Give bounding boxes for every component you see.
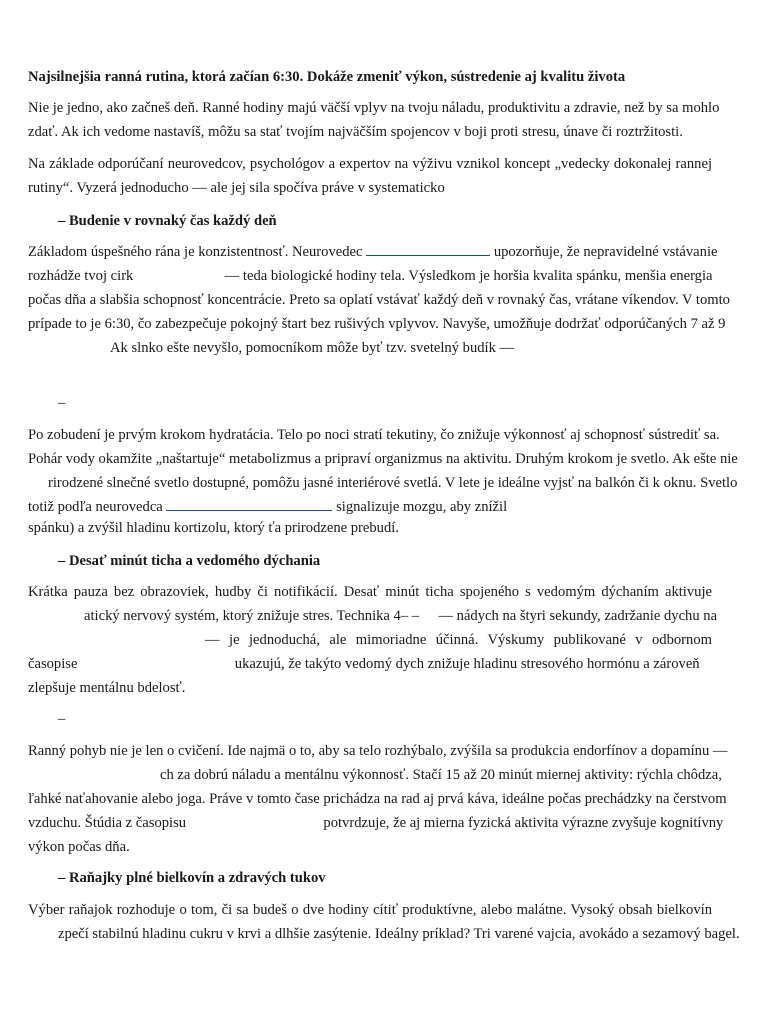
paragraph-line: zdať. Ak ich vedome nastavíš, môžu sa stať tvojím najväčším spojencov v boji proti stresu, únave či roztržitosti. [28, 124, 683, 140]
paragraph-line: Krátka pauza bez obrazoviek, hudby či notifikácií. Desať minút ticha spojeného s vedomým dýchaním aktivuje [28, 584, 712, 600]
paragraph-line [28, 655, 712, 673]
paragraph-line: ľahké naťahovanie alebo joga. Práve v tomto čase prichádza na rad aj prvá káva, ideálne počas prechádzky na čerstvom [28, 791, 727, 807]
paragraph-line [84, 607, 718, 625]
section-heading: – Budenie v rovnaký čas každý deň [58, 213, 277, 229]
paragraph-line: Ranný pohyb nie je len o cvičení. Ide najmä o to, aby sa telo rozhýbalo, zvýšila sa produkcia endorfínov a dopamínu — [28, 743, 728, 759]
paragraph-line: Nie je jedno, ako začneš deň. Ranné hodiny majú väčší vplyv na tvoju náladu, produktivitu a zdravie, než by sa mohlo [28, 100, 720, 116]
text-fragment: atický nervový systém, ktorý znižuje stres. Technika 4– – [84, 608, 420, 624]
text-fragment: vzduchu. Štúdia z časopisu [28, 815, 187, 831]
text-fragment: rozhádže tvoj cirk [28, 268, 134, 284]
paragraph-line: výkon počas dňa. [28, 839, 130, 855]
paragraph-line: zlepšuje mentálnu bdelosť. [28, 680, 186, 696]
redacted-blank [366, 243, 490, 256]
dash-marker: – [58, 395, 66, 411]
paragraph-line: počas dňa a slabšia schopnosť koncentrácie. Preto sa oplatí vstávať každý deň v rovnaký čas, vrátane víkendov. V tomto [28, 292, 730, 308]
text-fragment: — teda biologické hodiny tela. Výsledkom je horšia kvalita spánku, menšia energia [224, 268, 713, 284]
paragraph-line [28, 243, 718, 261]
paragraph-line: Po zobudení je prvým krokom hydratácia. Telo po noci stratí tekutiny, čo znižuje výkonnosť aj schopnosť sústrediť sa. [28, 427, 720, 443]
text-fragment: — nádych na štyri sekundy, zadržanie dychu na [438, 608, 718, 624]
paragraph-line: Výber raňajok rozhoduje o tom, či sa budeš o dve hodiny cítiť produktívne, alebo malátne. Vysoký obsah bielkovín [28, 902, 712, 918]
text-fragment: ukazujú, že takýto vedomý dych znižuje hladinu stresového hormónu a zároveň [234, 656, 700, 672]
text-fragment: totiž podľa neurovedca [28, 499, 163, 515]
article-title: Najsilnejšia ranná rutina, ktorá začían 6:30. Dokáže zmeniť výkon, sústredenie aj kvalitu života [28, 69, 626, 85]
text-fragment: signalizuje mozgu, aby znížil [336, 499, 508, 515]
paragraph-line [28, 267, 712, 285]
dash-marker: – [58, 711, 66, 727]
redacted-blank [166, 498, 332, 511]
text-fragment: potvrdzuje, že aj mierna fyzická aktivita výrazne zvyšuje kognitívny [323, 815, 724, 831]
section-heading: – Desať minút ticha a vedomého dýchania [58, 553, 321, 569]
paragraph-line: rutiny“. Vyzerá jednoducho — ale jej sila spočíva práve v systematicko [28, 180, 445, 196]
paragraph-line: — je jednoduchá, ale mimoriadne účinná. Výskumy publikované v odbornom [205, 632, 712, 648]
section-heading: – Raňajky plné bielkovín a zdravých tukov [58, 870, 326, 886]
paragraph-line: spánku) a zvýšil hladinu kortizolu, ktorý ťa prirodzene prebudí. [28, 520, 399, 536]
paragraph-line: Na základe odporúčaní neurovedcov, psychológov a expertov na výživu vznikol koncept „vedecky dokonalej rannej [28, 156, 712, 172]
paragraph-line: prípade to je 6:30, čo zabezpečuje pokojný štart bez rušivých vplyvov. Navyše, umožňuje dodržať odporúčaných 7 až 9 [28, 316, 726, 332]
text-fragment: upozorňuje, že nepravidelné vstávanie [493, 244, 718, 260]
paragraph-line: ch za dobrú náladu a mentálnu výkonnosť. Stačí 15 až 20 minút miernej aktivity: rýchla chôdza, [160, 767, 722, 783]
paragraph-line: zpečí stabilnú hladinu cukru v krvi a dlhšie zasýtenie. Ideálny príklad? Tri varené vajcia, avokádo a sezamový bagel. [58, 926, 740, 942]
text-fragment: Základom úspešného rána je konzistentnosť. Neurovedec [28, 244, 363, 260]
paragraph-line: Pohár vody okamžite „naštartuje“ metabolizmus a pripraví organizmus na aktivitu. Druhým krokom je svetlo. Ak ešte nie [28, 451, 738, 467]
text-fragment: časopise [28, 656, 78, 672]
paragraph-line [28, 498, 712, 516]
paragraph-line: Ak slnko ešte nevyšlo, pomocníkom môže byť tzv. svetelný budík — [110, 340, 515, 356]
paragraph-line: rirodzené slnečné svetlo dostupné, pomôžu jasné interiérové svetlá. V lete je ideálne vyjsť na balkón či k oknu. Svetlo [48, 475, 738, 491]
paragraph-line [28, 814, 724, 832]
